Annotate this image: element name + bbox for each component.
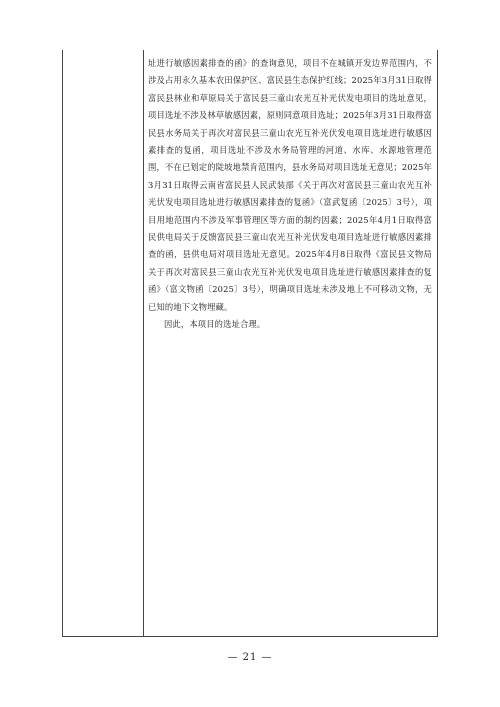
body-paragraph: 址进行敏感因素排查的函》的查询意见，项目不在城镇开发边界范围内，不涉及占用永久基本农田保护区、富民县生态保护红线；2025年3月31日取得富民县林业和草原局关于富民县三童山农光互补光伏发电项目的选址意见，项目选址不涉及林草敏感因素，原则同意项目选址；2025年3月31日取得富民县水务局关于再次对富民县三童山农光互补光伏发电项目选址进行敏感因素排查的复函，项目选址不涉及水务局管理的河道、水库、水源地管理范围，不在已划定的陡坡地禁肯范围内，县水务局对项目选址无意见；2025年3月31日取得云南省富民县人民武装部《关于再次对富民县三童山农光互补光伏发电项目选址进行敏感因素排查的复函》（富武复函〔2025〕3号），项目用地范围内不涉及军事管理区等方面的制约因素；2025年4月1日取得富民供电局关于反馈富民县三童山农光互补光伏发电项目选址进行敏感因素排查的函，县供电局对项目选址无意见。2025年4月8日取得《富民县文物局关于再次对富民县三童山农光互补光伏发电项目选址进行敏感因素排查的复函》（富文物函〔2025〕3号），明确项目选址未涉及地上不可移动文物，无已知的地下文物埋藏。 [148, 58, 432, 312]
table-column-divider [143, 50, 144, 637]
conclusion-paragraph: 因此，本项目的选址合理。 [164, 319, 266, 330]
page-number: — 21 — [227, 652, 273, 663]
table-content-cell [148, 55, 432, 334]
